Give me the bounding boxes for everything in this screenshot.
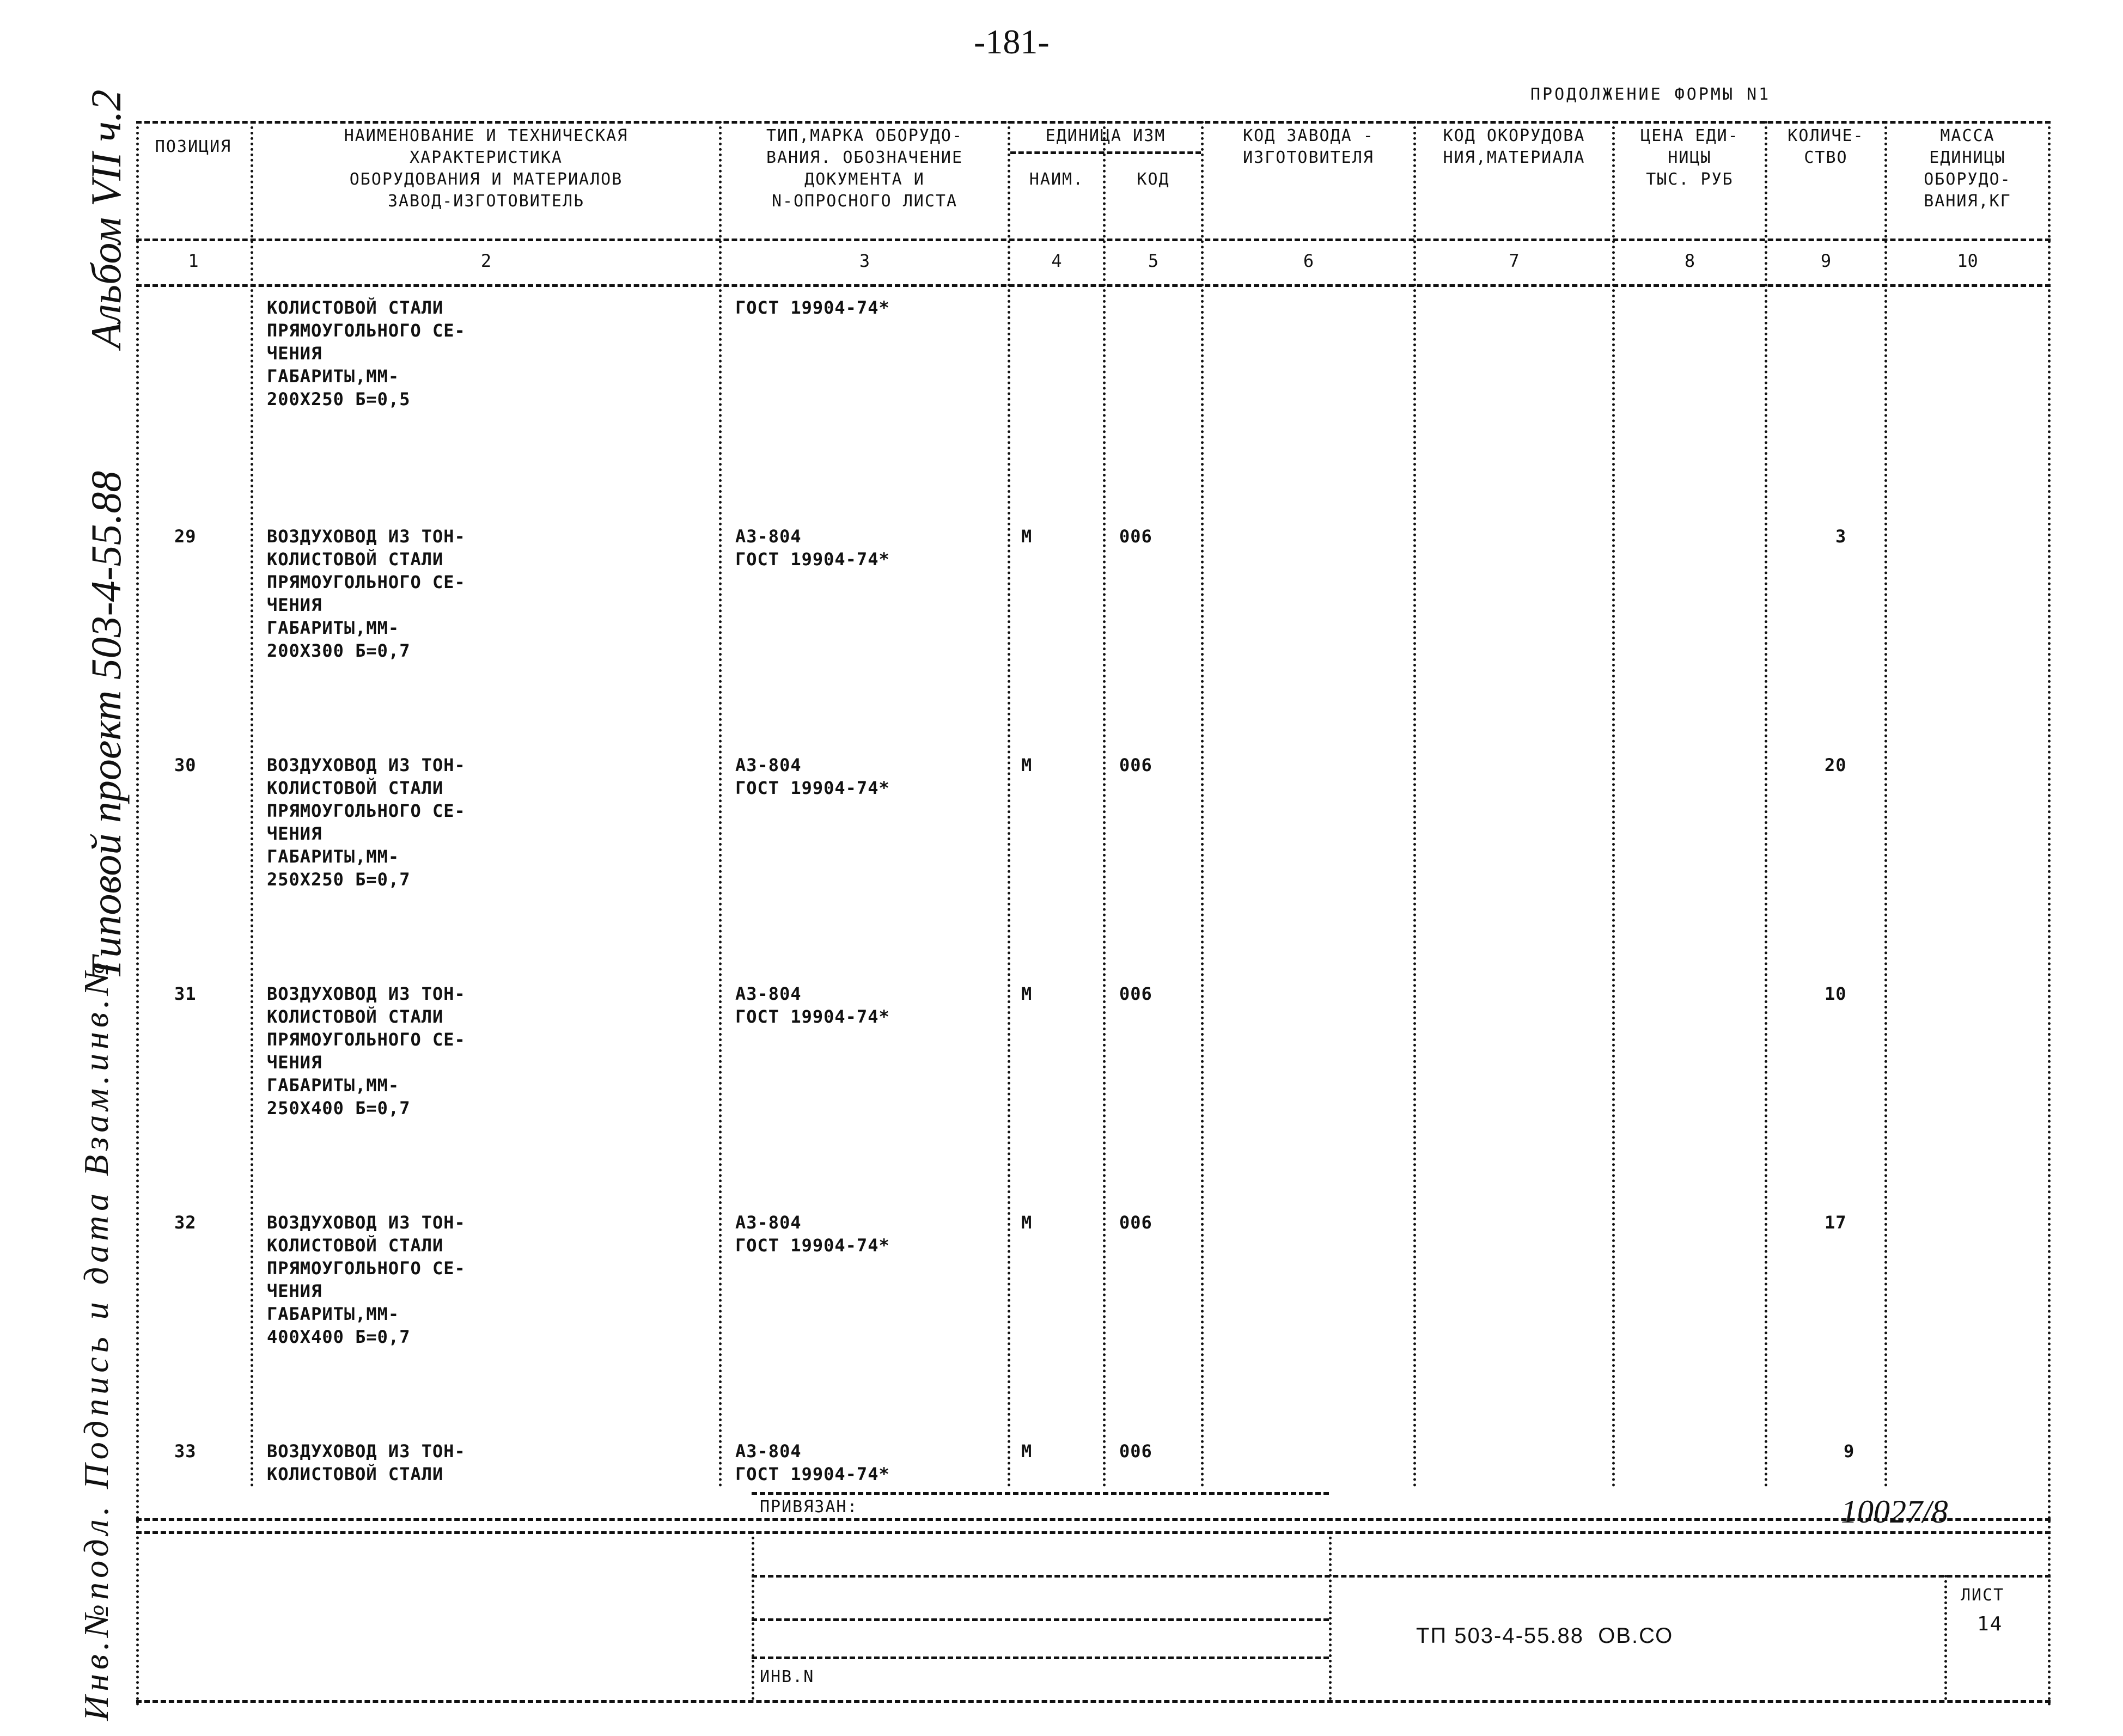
item-type: АЗ-804 ГОСТ 19904-74*	[735, 526, 890, 570]
privyazan-label: ПРИВЯЗАН:	[760, 1497, 858, 1517]
header-name: НАИМЕНОВАНИЕ И ТЕХНИЧЕСКАЯ ХАРАКТЕРИСТИКА ОБОРУДОВАНИЯ И МАТЕРИАЛОВ ЗАВОД-ИЗГОТОВИТЕЛЬ	[344, 126, 629, 211]
sheet-label: ЛИСТ	[1961, 1586, 2005, 1605]
item-type: АЗ-804 ГОСТ 19904-74*	[735, 1212, 890, 1256]
stamp-rule	[752, 1656, 1329, 1659]
frame-right	[2048, 121, 2051, 1520]
header-price: ЦЕНА ЕДИ- НИЦЫ ТЫС. РУБ	[1640, 126, 1739, 189]
title-block	[136, 1520, 2051, 1727]
item-name: ВОЗДУХОВОД ИЗ ТОН- КОЛИСТОВОЙ СТАЛИ	[267, 1441, 466, 1484]
project-label: Типовой проект 503-4-55.88	[82, 470, 130, 980]
continuation-label: ПРОДОЛЖЕНИЕ ФОРМЫ N1	[1530, 85, 1771, 104]
item-quantity: 9	[1844, 1441, 1855, 1462]
frame-left	[136, 121, 139, 1520]
item-position: 33	[174, 1441, 197, 1462]
item-unit-code: 006	[1119, 755, 1152, 775]
header-type: ТИП,МАРКА ОБОРУДО- ВАНИЯ. ОБОЗНАЧЕНИЕ ДОКУМЕНТА И N-ОПРОСНОГО ЛИСТА	[766, 126, 963, 211]
item-type: АЗ-804 ГОСТ 19904-74*	[735, 755, 890, 798]
item-quantity: 3	[1835, 526, 1847, 547]
item-position: 31	[174, 983, 197, 1004]
header-unit: ЕДИНИЦА ИЗМ	[1045, 126, 1166, 145]
header-quantity: КОЛИЧЕ- СТВО	[1788, 126, 1864, 167]
unit-sub-rule	[1010, 151, 1201, 154]
sheet-number: 14	[1977, 1613, 2003, 1635]
inv-label: ИНВ.N	[760, 1667, 815, 1686]
column-number: 2	[480, 250, 492, 271]
frame-bottom	[136, 1700, 2051, 1703]
col-divider	[1201, 121, 1204, 1488]
document-code: ТП 503-4-55.88 ОВ.СО	[1416, 1624, 1674, 1648]
column-number: 6	[1303, 250, 1314, 271]
specification-table	[136, 121, 2051, 1530]
col-divider	[1103, 121, 1106, 1488]
item-name: КОЛИСТОВОЙ СТАЛИ ПРЯМОУГОЛЬНОГО СЕ- ЧЕНИЯ ГАБАРИТЫ,ММ- 200Х250 Б=0,5	[267, 297, 466, 409]
item-unit: М	[1021, 983, 1033, 1004]
item-name: ВОЗДУХОВОД ИЗ ТОН- КОЛИСТОВОЙ СТАЛИ ПРЯМОУГОЛЬНОГО СЕ- ЧЕНИЯ ГАБАРИТЫ,ММ- 200Х300 Б=0,7	[267, 526, 466, 661]
column-number: 10	[1957, 250, 1978, 271]
header-unit-name: НАИМ.	[1029, 170, 1084, 189]
page-number: -181-	[974, 22, 1050, 61]
item-quantity: 20	[1825, 755, 1847, 775]
item-unit-code: 006	[1119, 1441, 1152, 1462]
item-unit: М	[1021, 526, 1033, 547]
col-divider	[719, 121, 722, 1488]
album-label: Альбом VII ч.2	[82, 89, 130, 349]
stamp-divider	[1944, 1575, 1947, 1700]
col-divider	[1765, 121, 1767, 1488]
stamp-rule	[752, 1492, 1329, 1495]
item-quantity: 17	[1825, 1212, 1847, 1233]
column-number: 9	[1820, 250, 1832, 271]
header-factory-code: КОД ЗАВОДА - ИЗГОТОВИТЕЛЯ	[1243, 126, 1374, 167]
stamp-rule	[752, 1618, 1329, 1621]
handwritten-number: 10027/8	[1841, 1494, 1948, 1530]
item-name: ВОЗДУХОВОД ИЗ ТОН- КОЛИСТОВОЙ СТАЛИ ПРЯМОУГОЛЬНОГО СЕ- ЧЕНИЯ ГАБАРИТЫ,ММ- 250Х400 Б=0,7	[267, 983, 466, 1118]
column-number: 4	[1051, 250, 1062, 271]
item-quantity: 10	[1825, 983, 1847, 1004]
item-position: 29	[174, 526, 197, 547]
header-rule	[136, 239, 2051, 241]
header-equipment-code: КОД ОКОРУДОВА НИЯ,МАТЕРИАЛА	[1443, 126, 1585, 167]
column-number: 1	[188, 250, 199, 271]
col-divider	[1413, 121, 1416, 1488]
item-unit-code: 006	[1119, 1212, 1152, 1233]
item-unit: М	[1021, 755, 1033, 775]
column-number: 7	[1509, 250, 1520, 271]
column-number: 5	[1148, 250, 1159, 271]
stamp-divider	[752, 1531, 754, 1700]
item-type: АЗ-804 ГОСТ 19904-74*	[735, 983, 890, 1027]
item-type: АЗ-804 ГОСТ 19904-74*	[735, 1441, 890, 1484]
stamp-labels: Инв.№подл. Подпись и дата Взам.инв.№	[77, 958, 115, 1721]
column-number: 8	[1684, 250, 1695, 271]
item-position: 30	[174, 755, 197, 775]
item-name: ВОЗДУХОВОД ИЗ ТОН- КОЛИСТОВОЙ СТАЛИ ПРЯМОУГОЛЬНОГО СЕ- ЧЕНИЯ ГАБАРИТЫ,ММ- 400Х400 Б=0,7	[267, 1212, 466, 1347]
stamp-rule	[752, 1575, 2051, 1578]
item-unit-code: 006	[1119, 983, 1152, 1004]
frame-top	[136, 121, 2051, 124]
item-name: ВОЗДУХОВОД ИЗ ТОН- КОЛИСТОВОЙ СТАЛИ ПРЯМОУГОЛЬНОГО СЕ- ЧЕНИЯ ГАБАРИТЫ,ММ- 250Х250 Б=0,7	[267, 755, 466, 890]
item-unit-code: 006	[1119, 526, 1152, 547]
item-position: 32	[174, 1212, 197, 1233]
frame-left	[136, 1520, 139, 1706]
col-divider	[1884, 121, 1887, 1488]
frame-right	[2048, 1520, 2051, 1706]
header-unit-code: КОД	[1137, 170, 1170, 189]
item-unit: М	[1021, 1212, 1033, 1233]
col-divider	[1612, 121, 1615, 1488]
header-position: ПОЗИЦИЯ	[155, 137, 232, 156]
stamp-rule	[136, 1531, 2051, 1534]
item-unit: М	[1021, 1441, 1033, 1462]
stamp-divider	[1329, 1531, 1332, 1700]
col-divider	[1008, 121, 1010, 1488]
item-type: ГОСТ 19904-74*	[735, 297, 890, 318]
column-number: 3	[859, 250, 870, 271]
col-divider	[251, 121, 253, 1488]
numbers-rule	[136, 284, 2051, 287]
header-mass: МАССА ЕДИНИЦЫ ОБОРУДО- ВАНИЯ,КГ	[1924, 126, 2011, 211]
